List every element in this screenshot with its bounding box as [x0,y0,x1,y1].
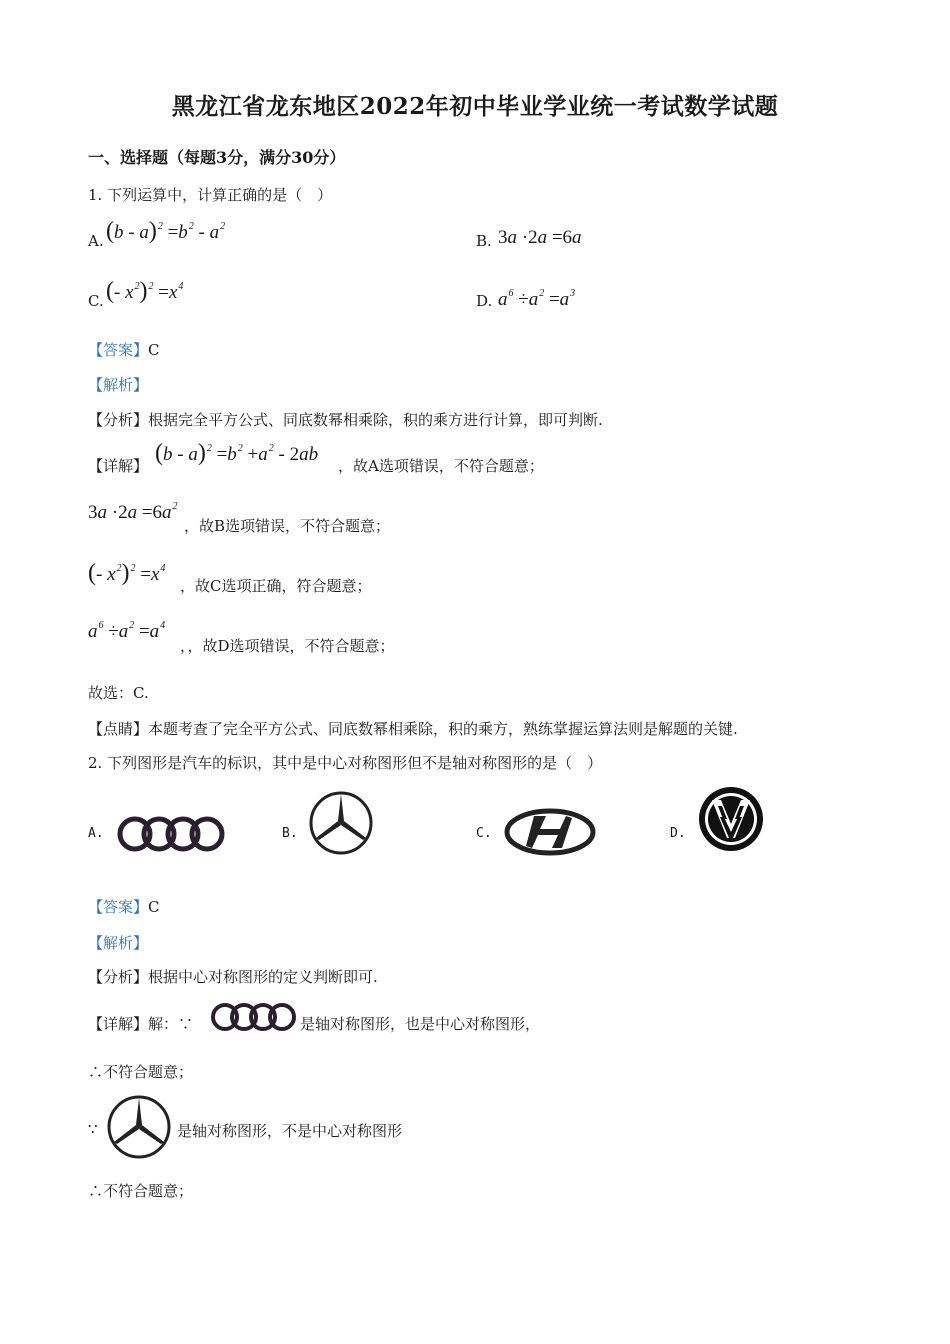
q1-option-d-formula: $a^6 \div a^2 =a^3$ [498,288,576,310]
q2-answer: 【答案】C [88,898,160,916]
q2-fenxi: 【分析】根据中心对称图形的定义判断即可. [88,968,378,986]
q1-analysis-tag: 【解析】 [88,376,149,394]
q2-option-b-label: B. [282,826,298,841]
q2-option-d-label: D. [670,826,686,841]
mercedes-logo-small-icon [106,1094,172,1160]
mercedes-logo-icon [308,790,374,856]
q1-answer: 【答案】C [88,341,160,359]
q1-stem: 1. 下列运算中，计算正确的是（ ） [88,186,333,204]
q1-option-a-formula: $(b - a)^2 =b^2 - a^2$ [106,218,226,244]
hyundai-logo-icon [504,807,596,857]
q2-because-2: ∵ [88,1120,98,1138]
q1-option-c-formula: (- $x^2)^2 =x^4$ [106,278,184,304]
section-heading: 一、选择题（每题3分，满分30分） [88,148,346,167]
q2-option-a-label: A. [88,826,104,841]
q2-detail-2-text: 是轴对称图形，不是中心对称图形 [177,1122,403,1140]
q1-comment: 【点睛】本题考查了完全平方公式、同底数幂相乘除，积的乘方，熟练掌握运算法则是解题的关键. [88,720,738,738]
audi-logo-small-icon [210,1002,296,1032]
q1-fenxi: 【分析】根据完全平方公式、同底数幂相乘除，积的乘方进行计算，即可判断. [88,411,603,429]
q1-option-b-formula: 3a ·2a =6a [498,227,582,248]
page-title: 黑龙江省龙东地区2022年初中毕业学业统一考试数学试题 [171,93,779,120]
q1-choose: 故选：C. [88,684,149,702]
q2-therefore-2: ∴不符合题意； [88,1182,194,1200]
q1-detail-d-text: ，，故D选项错误，不符合题意； [180,637,395,655]
q1-option-b-label: B. [476,232,492,250]
q1-detail-b-text: ，故B选项错误，不符合题意； [184,517,391,535]
q1-detail-a-formula: $(b - a)^2 =b^2 +a^2 - 2ab$ [155,440,319,466]
q2-detail-1-text: 是轴对称图形，也是中心对称图形， [300,1015,541,1033]
volkswagen-logo-icon [698,786,764,852]
q1-detail-b-formula: $3a \cdot 2a =6a^2$ [88,501,178,523]
q2-therefore-1: ∴不符合题意； [88,1063,194,1081]
q2-analysis-tag: 【解析】 [88,934,149,952]
q2-stem: 2. 下列图形是汽车的标识，其中是中心对称图形但不是轴对称图形的是（ ） [88,754,603,772]
q2-detail-line1: 【详解】解：∵ [88,1015,194,1033]
audi-logo-icon [116,815,226,853]
q1-option-d-label: D. [476,292,493,310]
q2-option-c-label: C. [476,826,492,841]
q1-detail-c-text: ，故C选项正确，符合题意； [180,577,372,595]
q1-detail-d-formula: $a^6 \div a^2 =a^4$ [88,620,166,642]
q1-detail-a-text: ，故A选项错误，不符合题意； [338,457,544,475]
q1-detail-c-formula: (- $x^2)^2 =x^4$ [88,560,166,586]
q1-option-c-label: C. [88,292,104,310]
q1-option-a-label: A. [88,232,104,250]
q1-detail-tag: 【详解】 [88,457,149,475]
